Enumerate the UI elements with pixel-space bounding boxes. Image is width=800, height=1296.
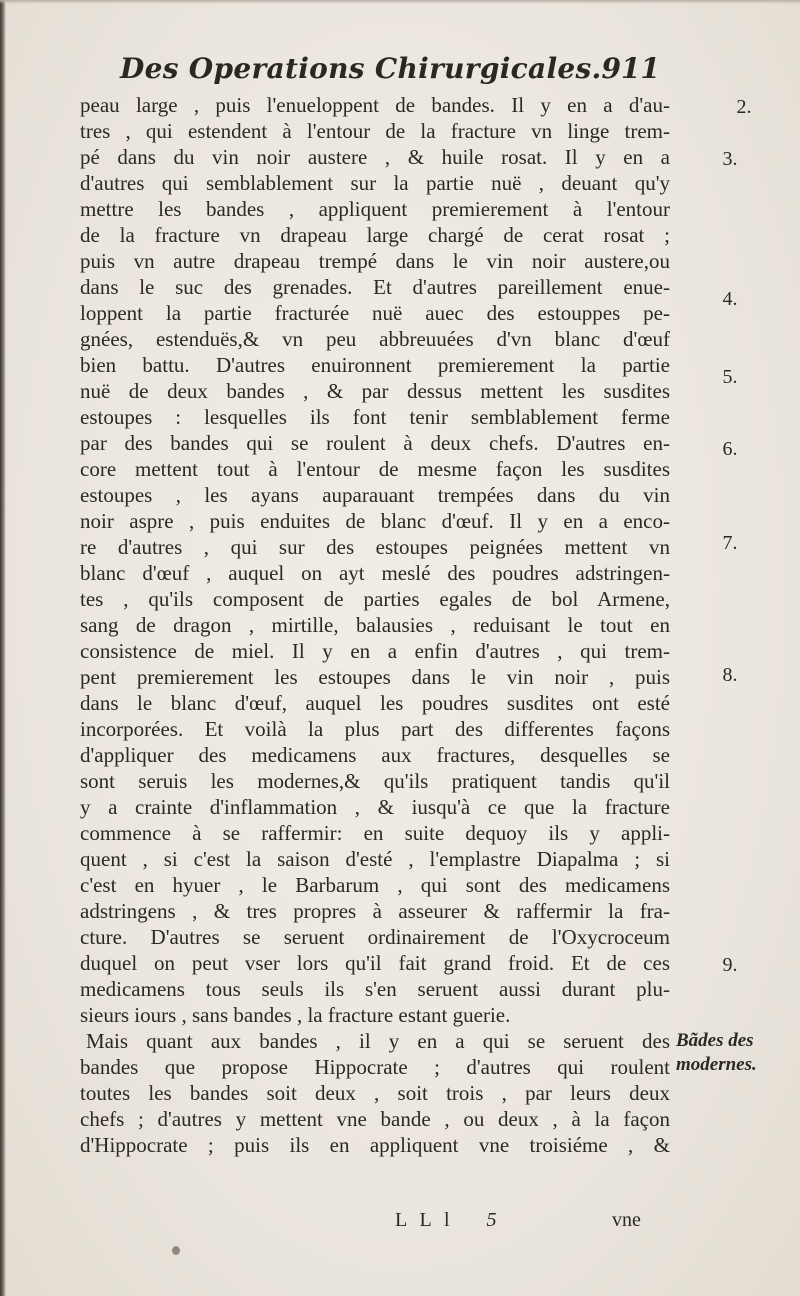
- text-line: medicamens tous seuls ils s'en seruent aussi durant plu-: [80, 977, 670, 1001]
- catchword: vne: [612, 1209, 641, 1231]
- text-line: duquel on peut vser lors qu'il fait grand froid. Et de ces: [80, 951, 670, 975]
- running-head: [120, 52, 660, 92]
- text-line: pent premierement les estoupes dans le vin noir , puis: [80, 665, 670, 689]
- text-line: adstringens , & tres propres à asseurer & raffermir la fra-: [80, 899, 670, 923]
- margin-heading-line: Bãdes des: [676, 1030, 754, 1051]
- text-line: incorporées. Et voilà la plus part des differentes façons: [80, 717, 670, 741]
- text-line: sont seruis les modernes,& qu'ils pratiquent tandis qu'il: [80, 769, 670, 793]
- text-line: dans le suc des grenades. Et d'autres pareillement enue-: [80, 275, 670, 299]
- text-line: d'autres qui semblablement sur la partie nuë , deuant qu'y: [80, 171, 670, 195]
- margin-number: 4.: [722, 288, 738, 310]
- text-line: Mais quant aux bandes , il y en a qui se seruent des: [86, 1029, 670, 1053]
- text-line: gnées, estenduës,& vn peu abbreuuées d'vn blanc d'œuf: [80, 327, 670, 351]
- text-line: re d'autres , qui sur des estoupes peignées mettent vn: [80, 535, 670, 559]
- signature-number: 5: [486, 1209, 501, 1231]
- text-line: chefs ; d'autres y mettent vne bande , ou deux , à la façon: [80, 1107, 670, 1131]
- text-line: core mettent tout à l'entour de mesme façon les susdites: [80, 457, 670, 481]
- page-top-shadow: [0, 0, 800, 4]
- margin-number: 2.: [736, 96, 752, 118]
- text-line: toutes les bandes soit deux , soit trois , par leurs deux: [80, 1081, 670, 1105]
- text-line: y a crainte d'inflammation , & iusqu'à ce que la fracture: [80, 795, 670, 819]
- text-line: de la fracture vn drapeau large chargé de cerat rosat ;: [80, 223, 670, 247]
- text-line: loppent la partie fracturée nuë auec des estouppes pe-: [80, 301, 670, 325]
- text-line: par des bandes qui se roulent à deux chefs. D'autres en-: [80, 431, 670, 455]
- text-line: pé dans du vin noir austere , & huile rosat. Il y en a: [80, 145, 670, 169]
- margin-number: 7.: [722, 532, 738, 554]
- margin-number: 3.: [722, 148, 738, 170]
- ink-smudge: [172, 1246, 180, 1255]
- text-line: dans le blanc d'œuf, auquel les poudres susdites ont esté: [80, 691, 670, 715]
- page-binding-edge: [0, 0, 6, 1296]
- text-line: sang de dragon , mirtille, balausies , reduisant le tout en: [80, 613, 670, 637]
- text-line: peau large , puis l'enueloppent de bandes. Il y en a d'au-: [80, 93, 670, 117]
- text-line: consistence de miel. Il y en a enfin d'autres , qui trem-: [80, 639, 670, 663]
- signature-mark: [395, 1209, 501, 1232]
- text-line: tres , qui estendent à l'entour de la fracture vn linge trem-: [80, 119, 670, 143]
- text-line: estoupes : lesquelles ils font tenir semblablement ferme: [80, 405, 670, 429]
- text-line: blanc d'œuf , auquel on ayt meslé des poudres adstringen-: [80, 561, 670, 585]
- margin-number: 6.: [722, 438, 738, 460]
- margin-number: 5.: [722, 366, 738, 388]
- text-line: quent , si c'est la saison d'esté , l'emplastre Diapalma ; si: [80, 847, 670, 871]
- text-line: d'appliquer des medicamens aux fractures, desquelles se: [80, 743, 670, 767]
- page-number: 911: [601, 52, 660, 85]
- text-line: c'est en hyuer , le Barbarum , qui sont des medicamens: [80, 873, 670, 897]
- margin-number: 9.: [722, 954, 738, 976]
- text-line: tes , qu'ils composent de parties egales de bol Armene,: [80, 587, 670, 611]
- text-line: noir aspre , puis enduites de blanc d'œuf. Il y en a enco-: [80, 509, 670, 533]
- text-line: sieurs iours , sans bandes , la fracture estant guerie.: [80, 1003, 511, 1027]
- running-title: Des Operations Chirurgicales.: [120, 52, 602, 85]
- text-line: bien battu. D'autres enuironnent premierement la partie: [80, 353, 670, 377]
- text-line: d'Hippocrate ; puis ils en appliquent vne troisiéme , &: [80, 1133, 670, 1157]
- margin-heading-line: modernes.: [676, 1054, 757, 1075]
- text-line: commence à se raffermir: en suite dequoy ils y appli-: [80, 821, 670, 845]
- text-line: mettre les bandes , appliquent premierement à l'entour: [80, 197, 670, 221]
- text-line: nuë de deux bandes , & par dessus mettent les susdites: [80, 379, 670, 403]
- text-line: bandes que propose Hippocrate ; d'autres qui roulent: [80, 1055, 670, 1079]
- margin-number: 8.: [722, 664, 738, 686]
- text-line: puis vn autre drapeau trempé dans le vin noir austere,ou: [80, 249, 670, 273]
- text-line: estoupes , les ayans auparauant trempées dans du vin: [80, 483, 670, 507]
- signature-letters: L L l: [395, 1209, 454, 1231]
- text-line: cture. D'autres se seruent ordinairement de l'Oxycroceum: [80, 925, 670, 949]
